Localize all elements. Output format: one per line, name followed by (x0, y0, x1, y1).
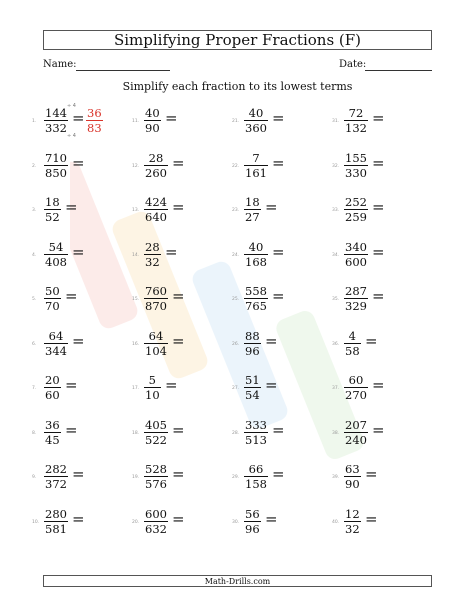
problem-item (230, 367, 330, 412)
footer-text: Math-Drills.com (204, 576, 271, 586)
fraction (44, 419, 61, 446)
problem-item (230, 189, 330, 234)
problem-number: 23. (232, 208, 240, 213)
equals-sign: = (172, 198, 185, 216)
problem-item (130, 145, 230, 190)
fraction-numerator: 60 (348, 373, 364, 387)
fraction-numerator: 252 (345, 195, 367, 209)
problem-number: 35. (332, 297, 340, 302)
equals-sign: = (272, 420, 285, 439)
equals-sign: = (372, 153, 385, 172)
equals-sign: = (265, 509, 278, 528)
fraction (144, 419, 168, 446)
footer-box (43, 575, 432, 587)
equals-sign: = (72, 331, 85, 350)
fraction-denominator: 10 (145, 388, 160, 402)
problem-item (330, 145, 430, 190)
problem-number: 17. (132, 386, 140, 391)
problem-grid (30, 100, 450, 545)
problem-number: 2. (32, 163, 37, 169)
problem-item (130, 367, 230, 412)
fraction (44, 285, 61, 312)
problem-item (130, 323, 230, 368)
fraction-denominator: 344 (45, 343, 67, 358)
fraction-denominator: 260 (145, 165, 167, 180)
problem-item (230, 412, 330, 457)
fraction-numerator: 40 (248, 106, 264, 120)
fraction (344, 374, 368, 401)
equals-sign: = (365, 465, 378, 483)
problem-number: 10. (32, 519, 40, 525)
fraction (344, 152, 368, 179)
fraction-denominator: 576 (145, 477, 167, 491)
problem-item (30, 501, 130, 546)
equals-sign: = (272, 242, 285, 261)
problem-item (30, 367, 130, 412)
equals-sign: = (72, 109, 85, 127)
equals-sign: = (172, 465, 185, 483)
equals-sign: = (72, 153, 85, 172)
fraction (144, 285, 168, 312)
equals-sign: = (372, 376, 385, 394)
fraction-numerator: 40 (248, 239, 264, 254)
equals-sign: = (172, 420, 185, 439)
fraction (44, 374, 61, 401)
fraction-denominator: 58 (345, 343, 360, 358)
fraction-numerator: 28 (145, 239, 160, 254)
problem-item (230, 145, 330, 190)
fraction-numerator: 18 (245, 195, 260, 209)
fraction (44, 196, 61, 223)
problem-item (330, 501, 430, 546)
fraction-numerator: 405 (145, 417, 167, 432)
fraction-numerator: 340 (345, 239, 367, 254)
problem-number: 32. (332, 163, 340, 169)
fraction (244, 508, 261, 535)
equals-sign: = (65, 376, 78, 394)
problem-item (130, 100, 230, 145)
problem-number: 12. (132, 163, 140, 169)
fraction-numerator: 63 (345, 462, 360, 476)
fraction (344, 508, 361, 535)
worksheet-title: Simplifying Proper Fractions (F) (113, 31, 362, 49)
problem-number: 26. (232, 341, 240, 347)
fraction-denominator: 522 (145, 432, 167, 447)
fraction (44, 463, 68, 490)
fraction-denominator: 640 (145, 210, 167, 224)
name-line[interactable] (76, 70, 170, 71)
equals-sign: = (165, 109, 178, 127)
problem-number: 31. (332, 119, 340, 124)
equals-sign: = (265, 376, 278, 394)
problem-item (330, 234, 430, 279)
fraction (144, 241, 161, 268)
problem-number: 29. (232, 475, 240, 480)
problem-number: 4. (32, 252, 37, 258)
problem-item (30, 278, 130, 323)
problem-item (330, 412, 430, 457)
problem-number: 34. (332, 252, 340, 258)
equals-sign: = (165, 376, 178, 394)
fraction-numerator: 287 (345, 284, 367, 298)
problem-number: 30. (232, 519, 240, 525)
fraction-denominator: 270 (345, 388, 367, 402)
problem-number: 40. (332, 519, 340, 525)
fraction (244, 285, 268, 312)
equals-sign: = (272, 287, 285, 305)
problem-number: 38. (332, 430, 340, 436)
equals-sign: = (365, 331, 378, 350)
equals-sign: = (372, 242, 385, 261)
equals-sign: = (272, 109, 285, 127)
fraction-numerator: 424 (145, 195, 167, 209)
problem-item (130, 412, 230, 457)
fraction (244, 107, 268, 134)
problem-item (230, 234, 330, 279)
equals-sign: = (65, 420, 78, 439)
equals-sign: = (72, 242, 85, 261)
fraction (144, 152, 168, 179)
fraction-numerator: 40 (145, 106, 160, 120)
fraction-numerator: 333 (245, 417, 267, 432)
problem-number: 9. (32, 475, 37, 480)
equals-sign: = (272, 465, 285, 483)
fraction-numerator: 7 (252, 150, 260, 165)
fraction-denominator: 158 (245, 477, 267, 491)
fraction (144, 330, 168, 357)
fraction-denominator: 870 (145, 299, 167, 313)
fraction-denominator: 161 (245, 165, 267, 180)
fraction-denominator: 600 (345, 254, 367, 269)
equals-sign: = (65, 198, 78, 216)
problem-item (330, 456, 430, 501)
equals-sign: = (65, 287, 78, 305)
date-line[interactable] (365, 70, 432, 71)
problem-item (130, 189, 230, 234)
fraction-denominator: 32 (145, 254, 160, 269)
fraction (244, 241, 268, 268)
problem-number: 19. (132, 475, 140, 480)
problem-number: 14. (132, 252, 140, 258)
fraction-denominator: 90 (145, 121, 160, 135)
fraction-denominator: 360 (245, 121, 267, 135)
fraction (44, 107, 68, 134)
fraction-numerator: 36 (45, 417, 60, 432)
instruction-text: Simplify each fraction to its lowest terms (122, 80, 353, 93)
fraction (344, 419, 368, 446)
problem-item (230, 323, 330, 368)
problem-number: 21. (232, 119, 240, 124)
fraction (144, 508, 168, 535)
equals-sign: = (265, 198, 278, 216)
problem-number: 25. (232, 297, 240, 302)
equals-sign: = (172, 509, 185, 528)
fraction (344, 107, 368, 134)
problem-item (330, 367, 430, 412)
problem-item (330, 100, 430, 145)
fraction (344, 463, 361, 490)
problem-number: 37. (332, 386, 340, 391)
equals-sign: = (265, 331, 278, 350)
problem-item (330, 189, 430, 234)
problem-item (330, 278, 430, 323)
fraction (44, 508, 68, 535)
problem-number: 33. (332, 208, 340, 213)
problem-number: 6. (32, 341, 37, 347)
problem-item (130, 456, 230, 501)
fraction (244, 463, 268, 490)
fraction (144, 196, 168, 223)
problem-item (230, 456, 330, 501)
fraction (244, 152, 268, 179)
problem-number: 13. (132, 208, 140, 213)
equals-sign: = (172, 153, 185, 172)
fraction-numerator: 18 (45, 195, 60, 209)
fraction-numerator: 600 (145, 506, 167, 521)
fraction-numerator: 64 (48, 328, 64, 343)
fraction-denominator: 83 (87, 121, 102, 135)
fraction-denominator: 372 (45, 477, 67, 491)
problem-number: 1. (32, 119, 37, 124)
fraction-denominator: 632 (145, 521, 167, 536)
fraction (244, 330, 261, 357)
fraction (344, 241, 368, 268)
fraction-numerator: 760 (145, 284, 167, 298)
problem-number: 20. (132, 519, 140, 525)
fraction-denominator: 52 (45, 210, 60, 224)
problem-item (130, 278, 230, 323)
fraction-denominator: 581 (45, 521, 67, 536)
worksheet-title-box (43, 30, 432, 50)
fraction-numerator: 88 (245, 328, 260, 343)
problem-number: 24. (232, 252, 240, 258)
fraction (44, 241, 68, 268)
problem-item (30, 189, 130, 234)
fraction (244, 419, 268, 446)
problem-number: 16. (132, 341, 140, 347)
fraction-numerator: 12 (345, 506, 360, 521)
fraction (244, 374, 261, 401)
problem-number: 3. (32, 208, 37, 213)
problem-item (330, 323, 430, 368)
equals-sign: = (165, 242, 178, 261)
fraction (86, 107, 103, 134)
problem-item (30, 234, 130, 279)
fraction-numerator: 66 (248, 462, 264, 476)
fraction-denominator: 104 (145, 343, 167, 358)
fraction-denominator: 96 (245, 343, 260, 358)
fraction-numerator: 36 (87, 106, 102, 120)
fraction-denominator: 332 (45, 121, 67, 135)
date-label: Date: (339, 59, 367, 70)
problem-item (130, 234, 230, 279)
fraction-denominator: 32 (345, 521, 360, 536)
fraction-numerator: 28 (148, 150, 164, 165)
fraction-denominator: 54 (245, 388, 260, 402)
fraction-numerator: 528 (145, 462, 167, 476)
problem-number: 15. (132, 297, 140, 302)
fraction (144, 107, 161, 134)
equals-sign: = (372, 420, 385, 439)
problem-item (30, 145, 130, 190)
fraction-numerator: 155 (345, 150, 367, 165)
equals-sign: = (172, 331, 185, 350)
problem-item (230, 278, 330, 323)
fraction (144, 374, 161, 401)
equals-sign: = (372, 287, 385, 305)
fraction-denominator: 90 (345, 477, 360, 491)
equals-sign: = (372, 109, 385, 127)
fraction (344, 196, 368, 223)
equals-sign: = (72, 509, 85, 528)
problem-number: 39. (332, 475, 340, 480)
fraction (44, 152, 68, 179)
name-label: Name: (43, 59, 77, 70)
fraction-numerator: 144 (45, 106, 67, 120)
problem-number: 18. (132, 430, 140, 436)
fraction-numerator: 4 (348, 328, 356, 343)
problem-item (230, 501, 330, 546)
fraction-denominator: 45 (45, 432, 60, 447)
fraction (44, 330, 68, 357)
fraction-numerator: 54 (48, 239, 64, 254)
equals-sign: = (172, 287, 185, 305)
problem-number: 11. (132, 119, 140, 124)
fraction-numerator: 20 (45, 373, 60, 387)
fraction-denominator: 96 (245, 521, 260, 536)
fraction-denominator: 765 (245, 299, 267, 313)
fraction-denominator: 70 (45, 299, 60, 313)
problem-item (130, 501, 230, 546)
fraction-numerator: 280 (45, 506, 67, 521)
fraction-denominator: 168 (245, 254, 267, 269)
fraction-numerator: 64 (148, 328, 164, 343)
equals-sign: = (365, 509, 378, 528)
fraction-numerator: 710 (45, 150, 67, 165)
fraction (144, 463, 168, 490)
equals-sign: = (372, 198, 385, 216)
fraction-denominator: 240 (345, 432, 367, 447)
fraction-numerator: 56 (245, 506, 260, 521)
problem-number: 22. (232, 163, 240, 169)
problem-number: 5. (32, 297, 37, 302)
fraction-numerator: 207 (345, 417, 367, 432)
fraction-numerator: 5 (148, 373, 156, 387)
fraction-numerator: 558 (245, 284, 267, 298)
fraction-numerator: 50 (45, 284, 60, 298)
problem-item (30, 456, 130, 501)
fraction (344, 285, 368, 312)
fraction (244, 196, 261, 223)
equals-sign: = (272, 153, 285, 172)
problem-number: 8. (32, 430, 37, 436)
name-date-row (43, 59, 432, 73)
fraction-numerator: 282 (45, 462, 67, 476)
problem-number: 28. (232, 430, 240, 436)
hint-divide-bottom: ÷ 4 (67, 133, 76, 139)
problem-number: 7. (32, 386, 37, 391)
fraction-numerator: 51 (245, 373, 260, 387)
hint-divide-top: ÷ 4 (67, 103, 76, 109)
fraction-denominator: 513 (245, 432, 267, 447)
fraction (344, 330, 361, 357)
problem-item (230, 100, 330, 145)
fraction-denominator: 408 (45, 254, 67, 269)
problem-item (30, 100, 130, 145)
fraction-denominator: 329 (345, 299, 367, 313)
problem-item (30, 323, 130, 368)
problem-number: 36. (332, 341, 340, 347)
fraction-denominator: 132 (345, 121, 367, 135)
fraction-denominator: 60 (45, 388, 60, 402)
fraction-denominator: 259 (345, 210, 367, 224)
fraction-denominator: 27 (245, 210, 260, 224)
problem-item (30, 412, 130, 457)
problem-number: 27. (232, 386, 240, 391)
fraction-denominator: 850 (45, 165, 67, 180)
equals-sign: = (72, 465, 85, 483)
fraction-denominator: 330 (345, 165, 367, 180)
fraction-numerator: 72 (348, 106, 364, 120)
